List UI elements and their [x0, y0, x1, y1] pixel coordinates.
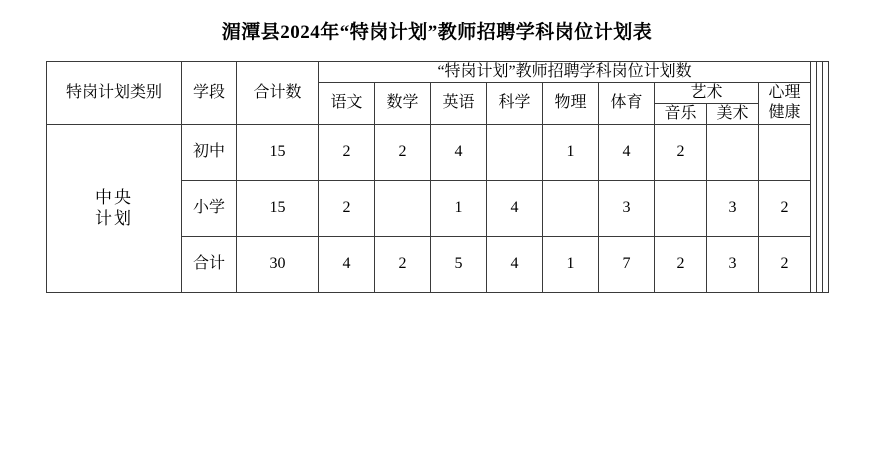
cell-english: 1 [431, 180, 487, 236]
header-total: 合计数 [237, 61, 319, 124]
cell-fine-art: 3 [707, 180, 759, 236]
cell-stage: 合计 [182, 236, 237, 292]
cell-psych: 2 [759, 236, 811, 292]
cell-math [375, 180, 431, 236]
cell-psych: 2 [759, 180, 811, 236]
cell-science: 4 [487, 180, 543, 236]
cell-physics [543, 180, 599, 236]
header-subject-pe: 体育 [599, 82, 655, 124]
cell-physics: 1 [543, 236, 599, 292]
cell-math: 2 [375, 236, 431, 292]
header-subject-art-group: 艺术 [655, 82, 759, 103]
cell-physics: 1 [543, 124, 599, 180]
header-subject-group-title: “特岗计划”教师招聘学科岗位计划数 [319, 61, 811, 82]
cell-music: 2 [655, 236, 707, 292]
category-label-line2: 计划 [95, 209, 133, 229]
header-subject-fine-art: 美术 [707, 103, 759, 124]
cell-english: 4 [431, 124, 487, 180]
cell-pe: 4 [599, 124, 655, 180]
cell-music [655, 180, 707, 236]
header-category: 特岗计划类别 [47, 61, 182, 124]
subject-plan-table [46, 61, 829, 293]
cell-fine-art: 3 [707, 236, 759, 292]
edge-strip-3 [823, 61, 829, 292]
cell-music: 2 [655, 124, 707, 180]
header-subject-english: 英语 [431, 82, 487, 124]
header-subject-physics: 物理 [543, 82, 599, 124]
header-subject-math: 数学 [375, 82, 431, 124]
cell-psych [759, 124, 811, 180]
cell-chinese: 2 [319, 124, 375, 180]
header-subject-psych-line2: 健康 [768, 104, 801, 122]
header-subject-science: 科学 [487, 82, 543, 124]
category-label-line1: 中央 [95, 188, 133, 208]
page-title: 湄潭县2024年“特岗计划”教师招聘学科岗位计划表 [221, 22, 653, 43]
cell-total: 15 [237, 124, 319, 180]
table-container [0, 61, 874, 293]
cell-science [487, 124, 543, 180]
table-header-row-1 [47, 61, 829, 82]
header-stage: 学段 [182, 61, 237, 124]
cell-stage: 初中 [182, 124, 237, 180]
cell-total: 15 [237, 180, 319, 236]
header-subject-chinese: 语文 [319, 82, 375, 124]
cell-total: 30 [237, 236, 319, 292]
cell-pe: 3 [599, 180, 655, 236]
cell-pe: 7 [599, 236, 655, 292]
header-subject-music: 音乐 [655, 103, 707, 124]
cell-chinese: 2 [319, 180, 375, 236]
cell-category-central [47, 124, 182, 292]
cell-fine-art [707, 124, 759, 180]
cell-math: 2 [375, 124, 431, 180]
header-subject-psych [759, 82, 811, 124]
cell-english: 5 [431, 236, 487, 292]
table-row [47, 124, 829, 180]
cell-stage: 小学 [182, 180, 237, 236]
cell-science: 4 [487, 236, 543, 292]
header-subject-psych-line1: 心理 [768, 84, 801, 102]
cell-chinese: 4 [319, 236, 375, 292]
